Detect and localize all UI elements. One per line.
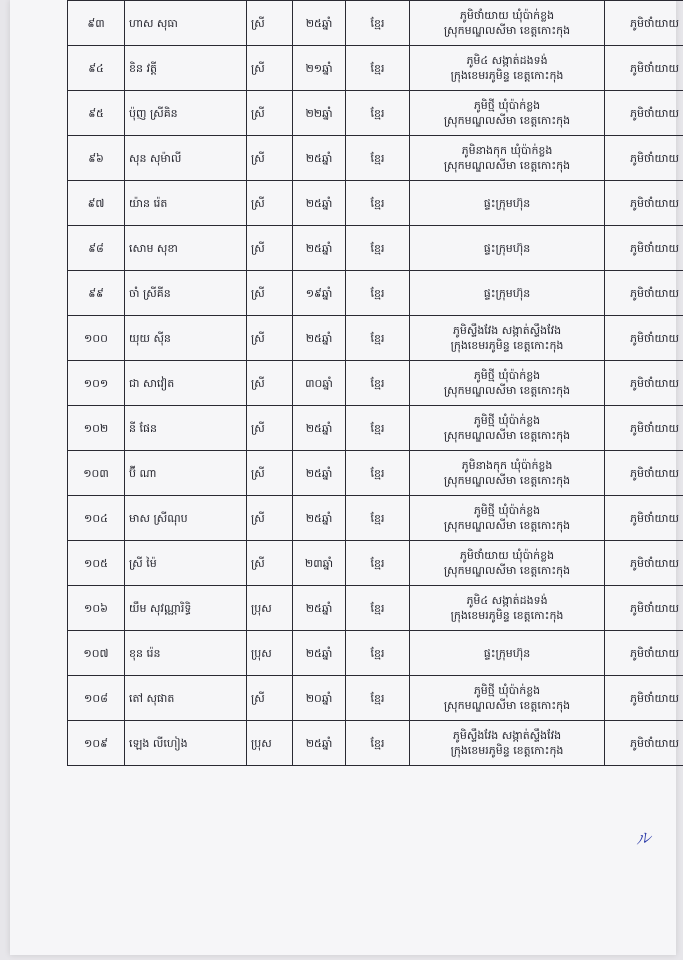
row-number: ១០០ xyxy=(68,316,125,361)
person-ethnicity: ខ្មែរ xyxy=(346,586,410,631)
person-sex: ស្រី xyxy=(247,361,293,406)
handwritten-initial: ル xyxy=(633,827,653,850)
person-ethnicity: ខ្មែរ xyxy=(346,496,410,541)
person-name: សោម សុខា xyxy=(125,226,247,271)
row-number: ១០៩ xyxy=(68,721,125,766)
row-number: ៩៥ xyxy=(68,91,125,136)
person-age: ២៥ឆ្នាំ xyxy=(293,181,346,226)
address-line-2: ស្រុកមណ្ឌលសីមា ខេត្តកោះកុង xyxy=(443,699,571,712)
person-name: ជា សាវៀត xyxy=(125,361,247,406)
address-line-1: ភូមិ៤ សង្កាត់ដងទង់ xyxy=(466,594,548,607)
person-age: ៣០ឆ្នាំ xyxy=(293,361,346,406)
person-ethnicity: ខ្មែរ xyxy=(346,181,410,226)
row-number: ៩៤ xyxy=(68,46,125,91)
person-sex: ស្រី xyxy=(247,271,293,316)
address-line-1: ភូមិនាងកុក ឃុំប៉ាក់ខ្លង xyxy=(461,144,553,157)
person-ethnicity: ខ្មែរ xyxy=(346,721,410,766)
row-number: ៩៦ xyxy=(68,136,125,181)
person-sex: ស្រី xyxy=(247,451,293,496)
row-number: ១០៧ xyxy=(68,631,125,676)
table-row xyxy=(68,316,683,361)
person-ethnicity: ខ្មែរ xyxy=(346,136,410,181)
person-age: ២០ឆ្នាំ xyxy=(293,676,346,721)
person-sex: ស្រី xyxy=(247,136,293,181)
person-workplace: ភូមិថាំយាយ xyxy=(605,586,683,631)
roster-table xyxy=(67,0,683,766)
address-line-2: ស្រុកមណ្ឌលសីមា ខេត្តកោះកុង xyxy=(443,519,571,532)
person-address xyxy=(410,316,605,361)
person-ethnicity: ខ្មែរ xyxy=(346,226,410,271)
address-line-2: ស្រុកមណ្ឌលសីមា ខេត្តកោះកុង xyxy=(443,159,571,172)
person-age: ២១ឆ្នាំ xyxy=(293,46,346,91)
person-address xyxy=(410,1,605,46)
address-line-1: ផ្ទះក្រុមហ៊ុន xyxy=(483,241,531,255)
person-sex: ស្រី xyxy=(247,226,293,271)
person-address xyxy=(410,136,605,181)
table-row xyxy=(68,226,683,271)
address-line-2: ក្រុងខេមរភូមិន្ទ ខេត្តកោះកុង xyxy=(450,69,564,82)
person-address xyxy=(410,721,605,766)
row-number: ៩៧ xyxy=(68,181,125,226)
table-row xyxy=(68,136,683,181)
person-address xyxy=(410,46,605,91)
address-line-2: ស្រុកមណ្ឌលសីមា ខេត្តកោះកុង xyxy=(443,384,571,397)
person-workplace: ភូមិថាំយាយ xyxy=(605,631,683,676)
person-workplace: ភូមិថាំយាយ xyxy=(605,676,683,721)
person-address xyxy=(410,361,605,406)
address-line-1: ភូមិថ្មី ឃុំប៉ាក់ខ្លង xyxy=(473,684,541,697)
person-workplace: ភូមិថាំយាយ xyxy=(605,136,683,181)
document-page xyxy=(10,0,679,955)
address-line-2: ស្រុកមណ្ឌលសីមា ខេត្តកោះកុង xyxy=(443,429,571,442)
person-address xyxy=(410,271,605,316)
row-number: ១០៥ xyxy=(68,541,125,586)
person-workplace: ភូមិថាំយាយ xyxy=(605,406,683,451)
person-sex: ប្រុស xyxy=(247,721,293,766)
person-name: យ៉ាន រ៉េត xyxy=(125,181,247,226)
person-address xyxy=(410,496,605,541)
person-sex: ស្រី xyxy=(247,496,293,541)
table-row xyxy=(68,361,683,406)
table-row xyxy=(68,271,683,316)
person-address xyxy=(410,451,605,496)
address-line-1: ភូមិនាងកុក ឃុំប៉ាក់ខ្លង xyxy=(461,459,553,472)
table-row xyxy=(68,451,683,496)
row-number: ៩៣ xyxy=(68,1,125,46)
row-number: ១០៤ xyxy=(68,496,125,541)
person-ethnicity: ខ្មែរ xyxy=(346,406,410,451)
person-sex: ស្រី xyxy=(247,316,293,361)
row-number: ៩៩ xyxy=(68,271,125,316)
person-name: ប៊ី ណា xyxy=(125,451,247,496)
person-ethnicity: ខ្មែរ xyxy=(346,631,410,676)
address-line-2: ក្រុងខេមរភូមិន្ទ ខេត្តកោះកុង xyxy=(450,339,564,352)
person-address xyxy=(410,406,605,451)
row-number: ៩៨ xyxy=(68,226,125,271)
address-line-1: ផ្ទះក្រុមហ៊ុន xyxy=(483,646,531,660)
person-age: ២៥ឆ្នាំ xyxy=(293,226,346,271)
person-address xyxy=(410,631,605,676)
address-line-2: ក្រុងខេមរភូមិន្ទ ខេត្តកោះកុង xyxy=(450,744,564,757)
person-address xyxy=(410,91,605,136)
table-row xyxy=(68,586,683,631)
person-name: សុន សុម៉ាលី xyxy=(125,136,247,181)
address-line-1: ភូមិថ្មី ឃុំប៉ាក់ខ្លង xyxy=(473,369,541,382)
person-address xyxy=(410,586,605,631)
table-row xyxy=(68,541,683,586)
person-name: មាស ស្រីណុប xyxy=(125,496,247,541)
table-row xyxy=(68,406,683,451)
person-sex: ស្រី xyxy=(247,541,293,586)
person-workplace: ភូមិថាំយាយ xyxy=(605,451,683,496)
person-age: ២៥ឆ្នាំ xyxy=(293,1,346,46)
address-line-1: ភូមិស្ទឹងវែង សង្កាត់ស្ទឹងវែង xyxy=(452,324,562,337)
person-workplace: ភូមិថាំយាយ xyxy=(605,271,683,316)
row-number: ១០១ xyxy=(68,361,125,406)
address-line-1: ភូមិថ្មី ឃុំប៉ាក់ខ្លង xyxy=(473,414,541,427)
person-address xyxy=(410,541,605,586)
person-name: ចាំ ស្រីគីន xyxy=(125,271,247,316)
person-ethnicity: ខ្មែរ xyxy=(346,91,410,136)
address-line-1: ភូមិថាំយាយ ឃុំប៉ាក់ខ្លង xyxy=(459,9,555,22)
person-age: ២៥ឆ្នាំ xyxy=(293,451,346,496)
person-workplace: ភូមិថាំយាយ xyxy=(605,316,683,361)
person-name: យុយ ស៊ីន xyxy=(125,316,247,361)
row-number: ១០២ xyxy=(68,406,125,451)
person-sex: ស្រី xyxy=(247,91,293,136)
row-number: ១០៨ xyxy=(68,676,125,721)
person-name: យឹម សុវណ្ណារិទ្ធិ xyxy=(125,586,247,631)
person-sex: ស្រី xyxy=(247,181,293,226)
table-row xyxy=(68,1,683,46)
address-line-2: ស្រុកមណ្ឌលសីមា ខេត្តកោះកុង xyxy=(443,474,571,487)
table-row xyxy=(68,46,683,91)
person-sex: ស្រី xyxy=(247,676,293,721)
person-workplace: ភូមិថាំយាយ xyxy=(605,496,683,541)
address-line-1: ផ្ទះក្រុមហ៊ុន xyxy=(483,196,531,210)
person-age: ២៥ឆ្នាំ xyxy=(293,406,346,451)
person-name: នី ផែន xyxy=(125,406,247,451)
person-workplace: ភូមិថាំយាយ xyxy=(605,721,683,766)
person-ethnicity: ខ្មែរ xyxy=(346,1,410,46)
table-row xyxy=(68,631,683,676)
person-ethnicity: ខ្មែរ xyxy=(346,451,410,496)
person-workplace: ភូមិថាំយាយ xyxy=(605,91,683,136)
person-sex: ស្រី xyxy=(247,46,293,91)
person-age: ១៩ឆ្នាំ xyxy=(293,271,346,316)
person-address xyxy=(410,181,605,226)
person-workplace: ភូមិថាំយាយ xyxy=(605,361,683,406)
person-ethnicity: ខ្មែរ xyxy=(346,361,410,406)
address-line-1: ផ្ទះក្រុមហ៊ុន xyxy=(483,286,531,300)
person-name: ស្រី ម៉ៃ xyxy=(125,541,247,586)
person-sex: ស្រី xyxy=(247,406,293,451)
address-line-1: ភូមិស្ទឹងវែង សង្កាត់ស្ទឹងវែង xyxy=(452,729,562,742)
row-number: ១០៦ xyxy=(68,586,125,631)
person-workplace: ភូមិថាំយាយ xyxy=(605,541,683,586)
person-age: ២៥ឆ្នាំ xyxy=(293,721,346,766)
roster-body xyxy=(68,1,683,766)
address-line-1: ភូមិថ្មី ឃុំប៉ាក់ខ្លង xyxy=(473,504,541,517)
person-name: ខុន រ៉េន xyxy=(125,631,247,676)
person-ethnicity: ខ្មែរ xyxy=(346,271,410,316)
person-name: ឡេង លីហៀង xyxy=(125,721,247,766)
person-workplace: ភូមិថាំយាយ xyxy=(605,46,683,91)
address-line-2: ក្រុងខេមរភូមិន្ទ ខេត្តកោះកុង xyxy=(450,609,564,622)
person-age: ២៥ឆ្នាំ xyxy=(293,496,346,541)
address-line-2: ស្រុកមណ្ឌលសីមា ខេត្តកោះកុង xyxy=(443,564,571,577)
person-sex: ប្រុស xyxy=(247,586,293,631)
table-row xyxy=(68,91,683,136)
address-line-1: ភូមិថាំយាយ ឃុំប៉ាក់ខ្លង xyxy=(459,549,555,562)
person-age: ២៥ឆ្នាំ xyxy=(293,136,346,181)
person-workplace: ភូមិថាំយាយ xyxy=(605,226,683,271)
person-age: ២៥ឆ្នាំ xyxy=(293,316,346,361)
table-row xyxy=(68,496,683,541)
person-address xyxy=(410,226,605,271)
address-line-2: ស្រុកមណ្ឌលសីមា ខេត្តកោះកុង xyxy=(443,24,571,37)
address-line-1: ភូមិថ្មី ឃុំប៉ាក់ខ្លង xyxy=(473,99,541,112)
person-ethnicity: ខ្មែរ xyxy=(346,316,410,361)
table-row xyxy=(68,676,683,721)
person-sex: ស្រី xyxy=(247,1,293,46)
person-age: ២៥ឆ្នាំ xyxy=(293,631,346,676)
person-name: ហាស សុធា xyxy=(125,1,247,46)
person-ethnicity: ខ្មែរ xyxy=(346,46,410,91)
person-ethnicity: ខ្មែរ xyxy=(346,676,410,721)
address-line-2: ស្រុកមណ្ឌលសីមា ខេត្តកោះកុង xyxy=(443,114,571,127)
person-name: ប៉ុញ ស្រីគិន xyxy=(125,91,247,136)
table-row xyxy=(68,721,683,766)
person-age: ២៥ឆ្នាំ xyxy=(293,586,346,631)
person-age: ២៣ឆ្នាំ xyxy=(293,541,346,586)
row-number: ១០៣ xyxy=(68,451,125,496)
person-name: តៅ សុផាត xyxy=(125,676,247,721)
address-line-1: ភូមិ៤ សង្កាត់ដងទង់ xyxy=(466,54,548,67)
person-ethnicity: ខ្មែរ xyxy=(346,541,410,586)
person-sex: ប្រុស xyxy=(247,631,293,676)
person-workplace: ភូមិថាំយាយ xyxy=(605,181,683,226)
person-address xyxy=(410,676,605,721)
person-workplace: ភូមិថាំយាយ xyxy=(605,1,683,46)
person-age: ២២ឆ្នាំ xyxy=(293,91,346,136)
person-name: ខិន វត្តី xyxy=(125,46,247,91)
table-row xyxy=(68,181,683,226)
